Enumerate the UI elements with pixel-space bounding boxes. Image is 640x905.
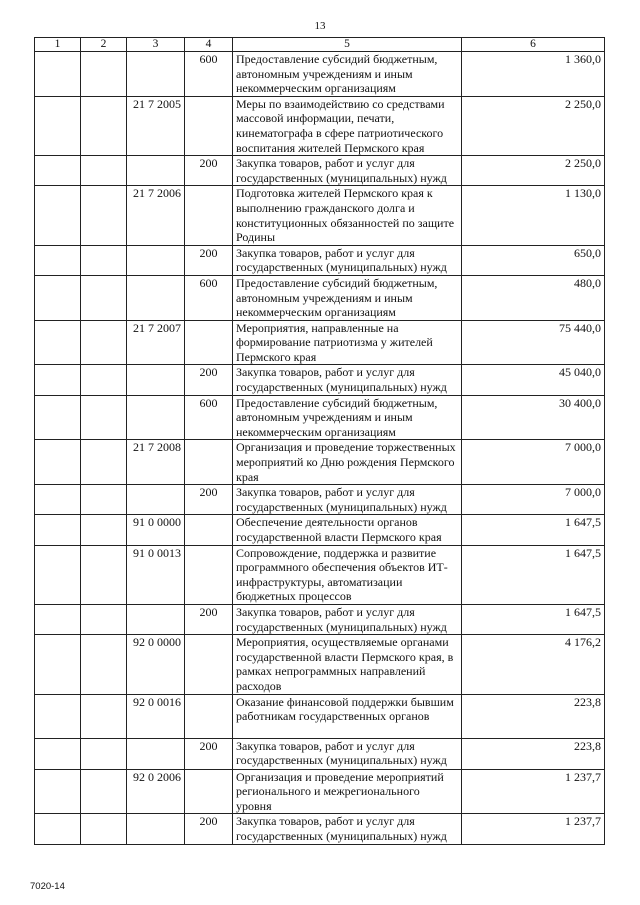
cell-amount: 7 000,0 xyxy=(462,485,605,515)
cell-expense-type: 200 xyxy=(185,245,233,275)
cell-description: Меры по взаимодействию со средствами массовой информации, печати, кинематографа в сфере патриотического воспитания жителей Пермского края xyxy=(233,96,462,155)
page-number: 13 xyxy=(314,20,326,32)
table-row xyxy=(35,52,605,97)
cell-subsection xyxy=(81,604,127,634)
cell-amount: 1 360,0 xyxy=(462,52,605,97)
table-row xyxy=(35,515,605,545)
cell-expense-type: 200 xyxy=(185,604,233,634)
cell-amount: 1 237,7 xyxy=(462,769,605,814)
table-header-row xyxy=(35,38,605,52)
column-header: 5 xyxy=(233,38,462,52)
cell-subsection xyxy=(81,694,127,738)
cell-subsection xyxy=(81,275,127,320)
cell-description: Мероприятия, осуществляемые органами государственной власти Пермского края, в рамках непрограммных направлений расходов xyxy=(233,635,462,694)
cell-expense-type: 200 xyxy=(185,485,233,515)
cell-subsection xyxy=(81,365,127,395)
cell-subsection xyxy=(81,395,127,440)
cell-section xyxy=(35,485,81,515)
table-row xyxy=(35,186,605,245)
table-row xyxy=(35,395,605,440)
cell-target-code xyxy=(127,738,185,769)
cell-expense-type xyxy=(185,515,233,545)
cell-subsection xyxy=(81,186,127,245)
cell-section xyxy=(35,440,81,485)
cell-description: Закупка товаров, работ и услуг для государственных (муниципальных) нужд xyxy=(233,604,462,634)
cell-expense-type xyxy=(185,635,233,694)
cell-description: Обеспечение деятельности органов государственной власти Пермского края xyxy=(233,515,462,545)
cell-description: Организация и проведение торжественных мероприятий ко Дню рождения Пермского края xyxy=(233,440,462,485)
cell-subsection xyxy=(81,814,127,845)
cell-target-code xyxy=(127,485,185,515)
cell-section xyxy=(35,365,81,395)
cell-subsection xyxy=(81,96,127,155)
cell-amount: 223,8 xyxy=(462,738,605,769)
cell-subsection xyxy=(81,440,127,485)
table-row xyxy=(35,440,605,485)
table-row xyxy=(35,320,605,365)
cell-subsection xyxy=(81,52,127,97)
cell-description: Сопровождение, поддержка и развитие программного обеспечения объектов ИТ-инфраструктуры, автоматизации бюджетных процессов xyxy=(233,545,462,604)
cell-subsection xyxy=(81,245,127,275)
cell-target-code xyxy=(127,365,185,395)
cell-amount: 2 250,0 xyxy=(462,96,605,155)
cell-description: Предоставление субсидий бюджетным, автономным учреждениям и иным некоммерческим организациям xyxy=(233,275,462,320)
cell-amount: 1 237,7 xyxy=(462,814,605,845)
cell-target-code: 92 0 2006 xyxy=(127,769,185,814)
cell-section xyxy=(35,156,81,186)
cell-description: Организация и проведение мероприятий регионального и межрегионального уровня xyxy=(233,769,462,814)
table-row xyxy=(35,485,605,515)
cell-target-code xyxy=(127,156,185,186)
cell-expense-type xyxy=(185,96,233,155)
cell-subsection xyxy=(81,485,127,515)
table-row xyxy=(35,96,605,155)
cell-section xyxy=(35,96,81,155)
cell-section xyxy=(35,515,81,545)
cell-description: Оказание финансовой поддержки бывшим работникам государственных органов xyxy=(233,694,462,738)
cell-section xyxy=(35,604,81,634)
column-header: 4 xyxy=(185,38,233,52)
cell-expense-type xyxy=(185,440,233,485)
cell-target-code: 91 0 0013 xyxy=(127,545,185,604)
cell-amount: 75 440,0 xyxy=(462,320,605,365)
cell-target-code: 21 7 2008 xyxy=(127,440,185,485)
cell-amount: 1 130,0 xyxy=(462,186,605,245)
cell-subsection xyxy=(81,635,127,694)
cell-description: Закупка товаров, работ и услуг для государственных (муниципальных) нужд xyxy=(233,156,462,186)
cell-section xyxy=(35,635,81,694)
cell-amount: 1 647,5 xyxy=(462,545,605,604)
cell-section xyxy=(35,694,81,738)
table-row xyxy=(35,694,605,738)
cell-target-code xyxy=(127,395,185,440)
cell-amount: 1 647,5 xyxy=(462,604,605,634)
column-header: 2 xyxy=(81,38,127,52)
cell-amount: 1 647,5 xyxy=(462,515,605,545)
cell-subsection xyxy=(81,156,127,186)
cell-expense-type xyxy=(185,545,233,604)
cell-description: Закупка товаров, работ и услуг для государственных (муниципальных) нужд xyxy=(233,485,462,515)
cell-section xyxy=(35,545,81,604)
cell-amount: 223,8 xyxy=(462,694,605,738)
cell-subsection xyxy=(81,769,127,814)
table-row xyxy=(35,738,605,769)
table-row xyxy=(35,156,605,186)
cell-target-code: 21 7 2006 xyxy=(127,186,185,245)
cell-target-code: 21 7 2005 xyxy=(127,96,185,155)
cell-target-code xyxy=(127,275,185,320)
cell-expense-type xyxy=(185,186,233,245)
cell-amount: 4 176,2 xyxy=(462,635,605,694)
cell-target-code xyxy=(127,52,185,97)
cell-section xyxy=(35,738,81,769)
cell-section xyxy=(35,275,81,320)
table-row xyxy=(35,365,605,395)
cell-section xyxy=(35,769,81,814)
cell-description: Предоставление субсидий бюджетным, автономным учреждениям и иным некоммерческим организациям xyxy=(233,52,462,97)
cell-expense-type: 200 xyxy=(185,365,233,395)
cell-section xyxy=(35,245,81,275)
cell-description: Предоставление субсидий бюджетным, автономным учреждениям и иным некоммерческим организациям xyxy=(233,395,462,440)
table-row xyxy=(35,814,605,845)
column-header: 1 xyxy=(35,38,81,52)
cell-section xyxy=(35,814,81,845)
cell-description: Закупка товаров, работ и услуг для государственных (муниципальных) нужд xyxy=(233,738,462,769)
cell-amount: 45 040,0 xyxy=(462,365,605,395)
cell-expense-type: 200 xyxy=(185,156,233,186)
cell-target-code xyxy=(127,604,185,634)
cell-description: Подготовка жителей Пермского края к выполнению гражданского долга и конституционных обязанностей по защите Родины xyxy=(233,186,462,245)
cell-target-code xyxy=(127,245,185,275)
cell-description: Закупка товаров, работ и услуг для государственных (муниципальных) нужд xyxy=(233,365,462,395)
cell-section xyxy=(35,395,81,440)
cell-description: Мероприятия, направленные на формирование патриотизма у жителей Пермского края xyxy=(233,320,462,365)
table-row xyxy=(35,604,605,634)
cell-section xyxy=(35,52,81,97)
cell-description: Закупка товаров, работ и услуг для государственных (муниципальных) нужд xyxy=(233,814,462,845)
cell-subsection xyxy=(81,545,127,604)
table-row xyxy=(35,635,605,694)
cell-description: Закупка товаров, работ и услуг для государственных (муниципальных) нужд xyxy=(233,245,462,275)
cell-expense-type: 600 xyxy=(185,395,233,440)
cell-target-code: 92 0 0016 xyxy=(127,694,185,738)
column-header: 6 xyxy=(462,38,605,52)
column-header: 3 xyxy=(127,38,185,52)
cell-subsection xyxy=(81,515,127,545)
cell-target-code xyxy=(127,814,185,845)
cell-expense-type xyxy=(185,320,233,365)
table-row xyxy=(35,245,605,275)
cell-amount: 650,0 xyxy=(462,245,605,275)
cell-target-code: 21 7 2007 xyxy=(127,320,185,365)
table-row xyxy=(35,769,605,814)
cell-expense-type: 600 xyxy=(185,52,233,97)
cell-expense-type: 200 xyxy=(185,814,233,845)
cell-amount: 7 000,0 xyxy=(462,440,605,485)
cell-amount: 30 400,0 xyxy=(462,395,605,440)
cell-subsection xyxy=(81,320,127,365)
footer-document-code: 7020-14 xyxy=(30,881,65,892)
cell-section xyxy=(35,320,81,365)
budget-table xyxy=(34,37,605,845)
cell-expense-type xyxy=(185,769,233,814)
cell-subsection xyxy=(81,738,127,769)
cell-target-code: 91 0 0000 xyxy=(127,515,185,545)
cell-expense-type xyxy=(185,694,233,738)
cell-expense-type: 600 xyxy=(185,275,233,320)
table-row xyxy=(35,275,605,320)
cell-amount: 2 250,0 xyxy=(462,156,605,186)
cell-expense-type: 200 xyxy=(185,738,233,769)
cell-amount: 480,0 xyxy=(462,275,605,320)
cell-section xyxy=(35,186,81,245)
table-row xyxy=(35,545,605,604)
cell-target-code: 92 0 0000 xyxy=(127,635,185,694)
